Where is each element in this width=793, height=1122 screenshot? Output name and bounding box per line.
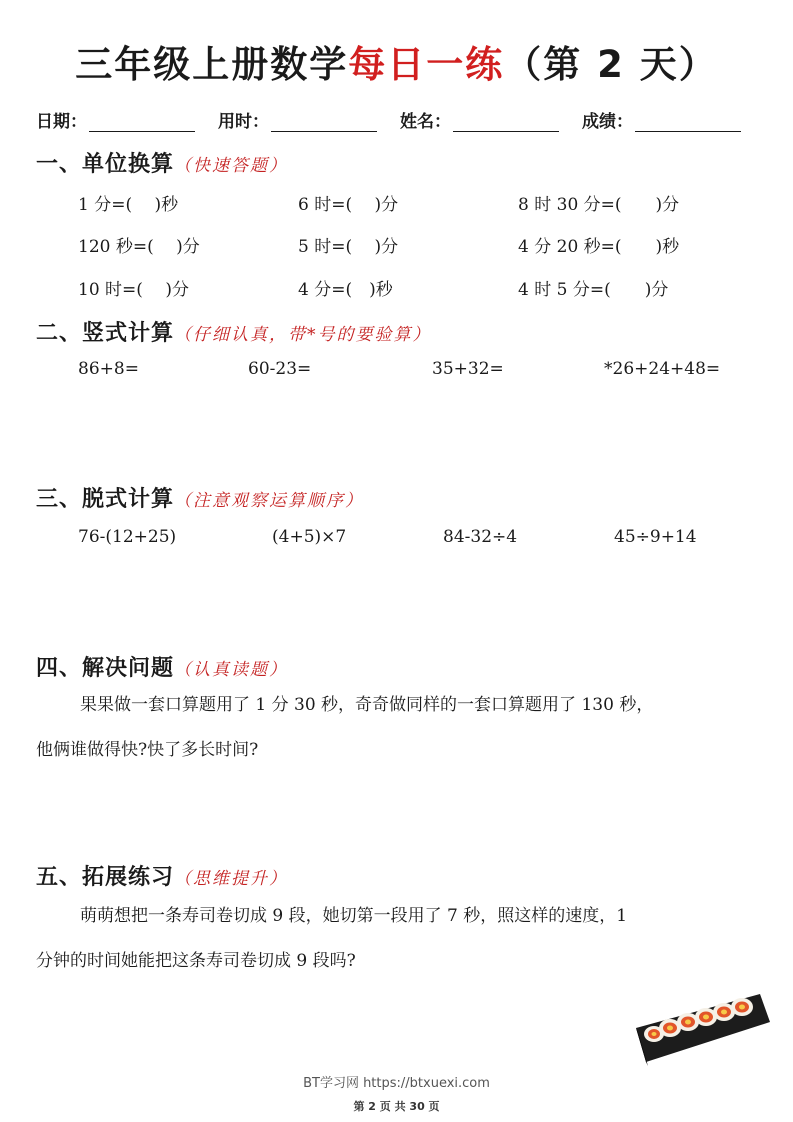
section-4-heading	[36, 651, 288, 682]
time-blank[interactable]	[271, 113, 377, 132]
section-1-note: （快速答题）	[174, 156, 289, 176]
conversion-item: 5 时=( )分	[298, 237, 399, 257]
step-calc-item: (4+5)×7	[272, 527, 347, 547]
page-title	[0, 34, 793, 88]
step-calc-item: 76-(12+25)	[78, 527, 177, 547]
conversion-item: 8 时 30 分=( )分	[518, 195, 680, 215]
section-4-title: 四、解决问题	[36, 656, 175, 681]
section-5-heading	[36, 860, 288, 891]
vertical-calc-item: 60-23=	[248, 359, 312, 379]
score-blank[interactable]	[635, 113, 741, 132]
section-1-heading	[36, 147, 288, 178]
conversion-item: 4 时 5 分=( )分	[518, 280, 669, 300]
problem-4-text	[36, 683, 761, 773]
section-3-heading	[36, 482, 364, 513]
footer-site[interactable]: BT学习网 https://btxuexi.com	[303, 1076, 490, 1091]
section-2-heading	[36, 316, 432, 347]
conversion-item: 4 分 20 秒=( )秒	[518, 237, 680, 257]
section-2-title: 二、竖式计算	[36, 321, 175, 346]
conversion-item: 120 秒=( )分	[78, 237, 200, 257]
title-day: （第 2 天）	[504, 43, 718, 86]
problem-5-line-1: 萌萌想把一条寿司卷切成 9 段，她切第一段用了 7 秒，照这样的速度，1	[80, 906, 628, 926]
section-5-note: （思维提升）	[174, 869, 289, 889]
section-3-title: 三、脱式计算	[36, 487, 175, 512]
page-number: 第 2 页 共 30 页	[353, 1100, 440, 1113]
vertical-calc-item: 35+32=	[432, 359, 504, 379]
score-label: 成绩：	[582, 112, 633, 132]
info-row	[36, 107, 761, 133]
step-calc-item: 45÷9+14	[614, 527, 697, 547]
sushi-plate-illustration	[632, 988, 772, 1068]
step-calc-item: 84-32÷4	[443, 527, 518, 547]
title-highlight: 每日一练	[348, 43, 505, 86]
section-4-note: （认真读题）	[174, 660, 289, 680]
title-grade: 三年级上册数学	[75, 43, 349, 86]
name-field[interactable]	[400, 107, 559, 132]
date-blank[interactable]	[89, 113, 195, 132]
date-label: 日期：	[36, 112, 87, 132]
date-field[interactable]	[36, 107, 195, 132]
vertical-calc-item: *26+24+48=	[604, 359, 721, 379]
problem-5-text	[36, 894, 761, 984]
section-2-note: （仔细认真，带*号的要验算）	[174, 325, 432, 345]
conversion-item: 6 时=( )分	[298, 195, 399, 215]
conversion-item: 4 分=( )秒	[298, 280, 393, 300]
conversion-item: 10 时=( )分	[78, 280, 189, 300]
conversion-item: 1 分=( )秒	[78, 195, 179, 215]
problem-5-line-2: 分钟的时间她能把这条寿司卷切成 9 段吗?	[36, 951, 356, 971]
name-blank[interactable]	[453, 113, 559, 132]
name-label: 姓名：	[400, 112, 451, 132]
problem-4-line-2: 他俩谁做得快?快了多长时间?	[36, 740, 259, 760]
time-label: 用时：	[218, 112, 269, 132]
time-field[interactable]	[218, 107, 377, 132]
score-field[interactable]	[582, 107, 741, 132]
section-3-note: （注意观察运算顺序）	[174, 491, 365, 511]
section-5-title: 五、拓展练习	[36, 865, 175, 890]
vertical-calc-item: 86+8=	[78, 359, 139, 379]
problem-4-line-1: 果果做一套口算题用了 1 分 30 秒，奇奇做同样的一套口算题用了 130 秒，	[80, 695, 654, 715]
section-1-title: 一、单位换算	[36, 152, 175, 177]
